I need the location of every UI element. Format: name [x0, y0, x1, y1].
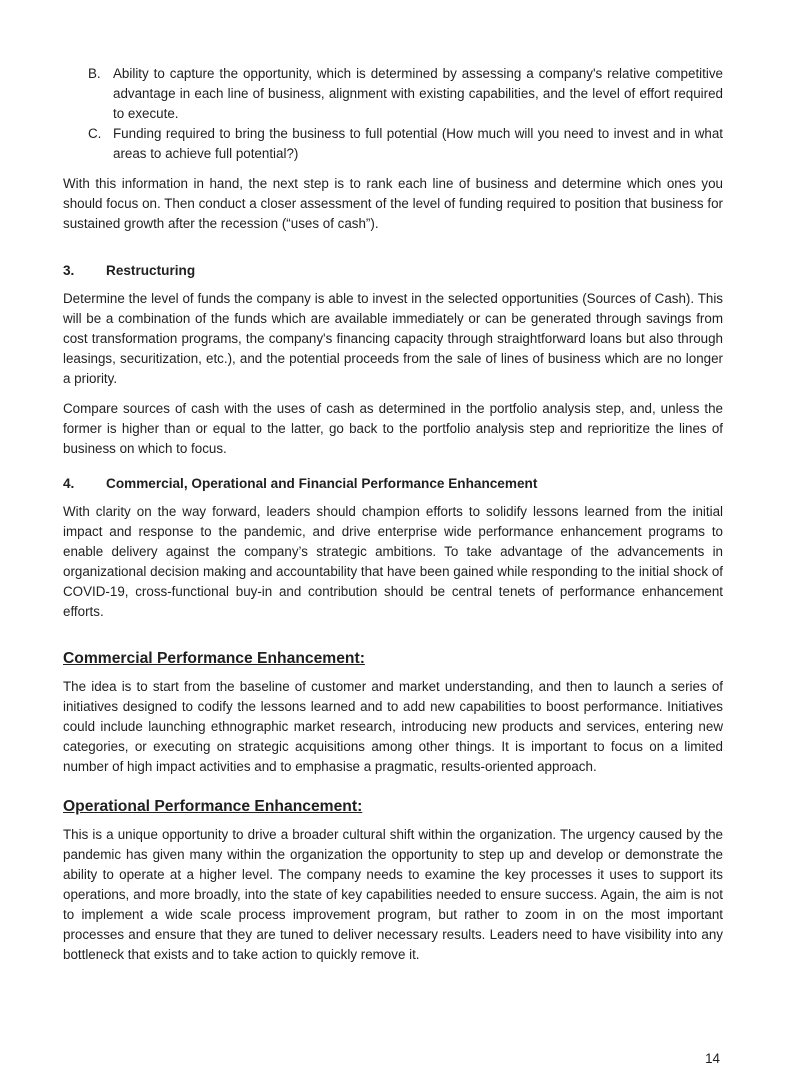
list-item-b [63, 64, 723, 124]
operational-paragraph: This is a unique opportunity to drive a broader cultural shift within the organization. The urgency caused by the pandemic has given many within the organization the opportunity to step up and develop or demonstrate the ability to operate at a higher level. The company needs to examine the key processes it uses to support its operations, and more broadly, into the state of key capabilities needed to ensure success. Again, the aim is not to implement a wide scale process improvement program, but rather to zoom in on the most important processes and ensure that they are tuned to deliver necessary results. Leaders need to have visibility into any bottleneck that exists and to take action to quickly remove it. [63, 827, 723, 962]
list-item-c-text: Funding required to bring the business to full potential (How much will you need to invest and in what areas to achieve full potential?) [113, 126, 723, 161]
section-4-number: 4. [63, 476, 75, 491]
page-content [63, 64, 723, 965]
list-item-b-marker: B. [88, 66, 101, 81]
list-item-c [63, 124, 723, 164]
intro-paragraph: With this information in hand, the next step is to rank each line of business and determine which ones you should focus on. Then conduct a closer assessment of the level of funding required to position that business for sustained growth after the recession (“uses of cash”). [63, 176, 723, 231]
alpha-list [63, 64, 723, 164]
section-4-title: Commercial, Operational and Financial Performance Enhancement [106, 476, 538, 491]
commercial-subheading: Commercial Performance Enhancement: [63, 650, 365, 667]
commercial-paragraph: The idea is to start from the baseline of customer and market understanding, and then to launch a series of initiatives designed to codify the lessons learned and to add new capabilities to boost performance. Initiatives could include launching ethnographic market research, introducing new products and services, entering new categories, or executing on strategic acquisitions among other things. It is important to focus on a limited number of high impact activities and to emphasise a pragmatic, results-oriented approach. [63, 679, 723, 774]
section-3-paragraph-1: Determine the level of funds the company is able to invest in the selected opportunities (Sources of Cash). This will be a combination of the funds which are available immediately or can be generated through savings from cost transformation programs, the company's financing capacity through straightforward loans but also through leasings, securitization, etc.), and the potential proceeds from the sale of lines of business which are no longer a priority. [63, 291, 723, 386]
section-3-paragraph-2: Compare sources of cash with the uses of cash as determined in the portfolio analysis step, and, unless the former is higher than or equal to the latter, go back to the portfolio analysis step and reprioritize the lines of business on which to focus. [63, 401, 723, 456]
section-3-number: 3. [63, 263, 75, 278]
list-item-b-text: Ability to capture the opportunity, which is determined by assessing a company's relative competitive advantage in each line of business, alignment with existing capabilities, and the level of effort required to execute. [113, 66, 723, 121]
section-4-heading [63, 474, 723, 494]
section-3-title: Restructuring [106, 263, 196, 278]
operational-subheading: Operational Performance Enhancement: [63, 798, 363, 815]
section-3-heading [63, 261, 723, 281]
page-number: 14 [705, 1051, 720, 1066]
list-item-c-marker: C. [88, 126, 102, 141]
section-4-paragraph-1: With clarity on the way forward, leaders should champion efforts to solidify lessons learned from the initial impact and response to the pandemic, and drive enterprise wide performance enhancement programs to enable delivery against the company’s strategic ambitions. To take advantage of the advancements in organizational decision making and accountability that have been gained while responding to the initial shock of COVID-19, cross-functional buy-in and contribution should be central tenets of performance enhancement efforts. [63, 504, 723, 619]
